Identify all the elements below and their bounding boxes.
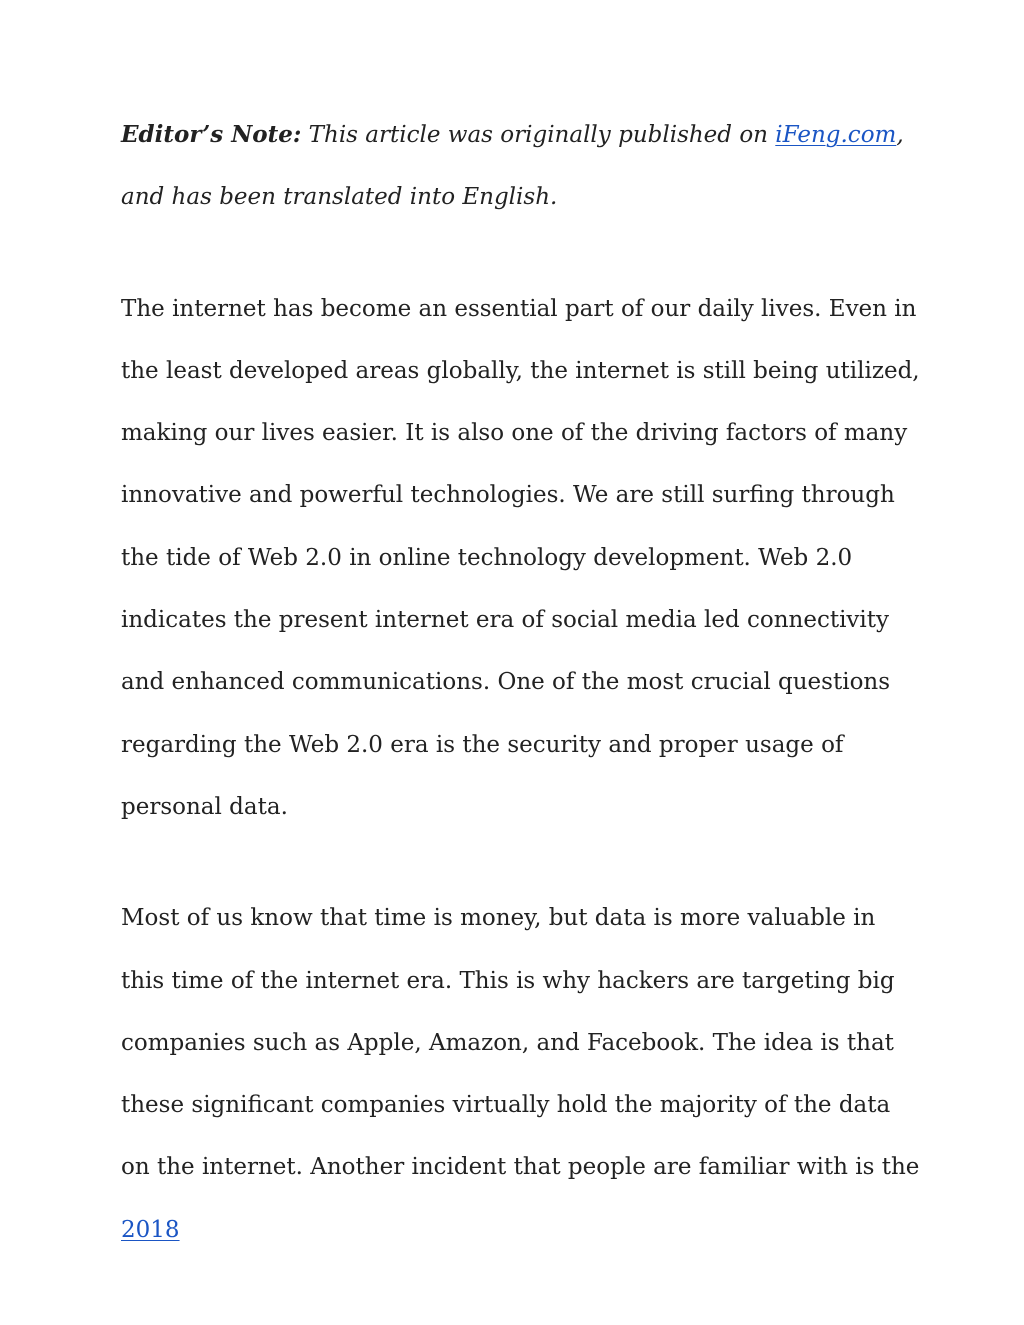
ifeng-link[interactable]: iFeng.com [775,122,897,148]
paragraph-2 [121,887,921,1261]
link-2018[interactable]: 2018 [121,1216,180,1243]
paragraph-1: The internet has become an essential part of our daily lives. Even in the least developed areas globally, the internet is still being utilized, making our lives easier. It is also one of the driving factors of many innovative and powerful technologies. We are still surfing through the tide of Web 2.0 in online technology development. Web 2.0 indicates the present internet era of social media led connectivity and enhanced communications. One of the most crucial questions regarding the Web 2.0 era is the security and proper usage of personal data. [121,295,920,820]
article-body [121,104,921,1261]
editors-note-text-before-link: This article was originally published on [301,122,776,148]
editors-note-label: Editor’s Note: [121,121,302,148]
paragraph-2-text: Most of us know that time is money, but data is more valuable in this time of the internet era. This is why hackers are targeting big companies such as Apple, Amazon, and Facebook. The idea is that these significant companies virtually hold the majority of the data on the internet. Another incident that people are familiar with is the [121,905,920,1181]
editors-note-text-after-link: , and has been translated into English. [121,122,904,211]
editors-note [121,104,921,229]
